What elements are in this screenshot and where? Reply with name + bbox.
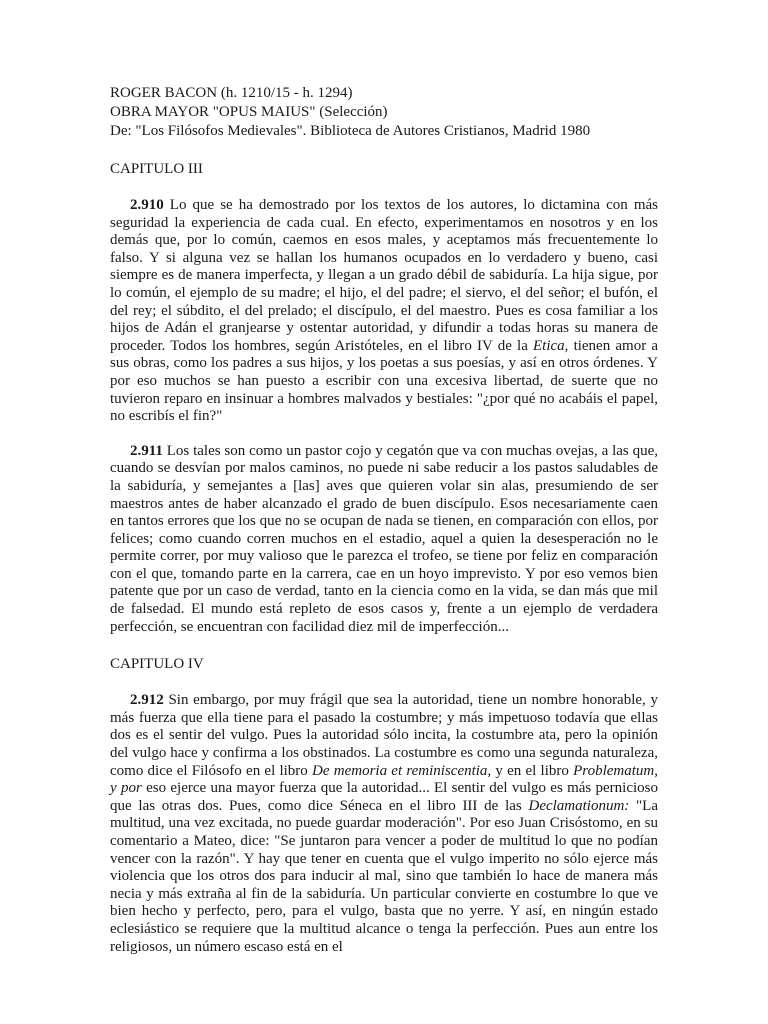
paragraph-text: , tienen amor a sus obras, como los padres a sus hijos, y los poetas a sus poesías, y así en otros órdenes. Y por eso muchos se han puesto a escribir con una excesiva libertad, de suerte que no tuvieron reparo en insinuar a hombres malvados y bestiales: "¿por qué no acabáis el papel, no escribís el fin?" (110, 337, 658, 425)
paragraph-text: eso ejerce una mayor fuerza que la autoridad... El sentir del vulgo es más pernicioso que las otras dos. Pues, como dice Séneca en el libro III de las (110, 780, 659, 814)
paragraph-2912 (110, 692, 658, 956)
work-title-line: OBRA MAYOR "OPUS MAIUS" (Selección) (110, 104, 388, 120)
paragraph-number: 2.911 (130, 442, 163, 459)
paragraph-2910 (110, 197, 658, 426)
italic-title: De memoria et reminiscentia, (312, 762, 492, 779)
paragraph-2911 (110, 443, 658, 637)
paragraph-text: Sin embargo, por muy frágil que sea la autoridad, tiene un nombre honorable, y más fuerza que ella tiene para el pasado la costumbre; y más impetuoso todavía que ellas dos es el sentir del vulgo. Pues la autoridad sólo incita, la costumbre ata, pero la opinión del vulgo hace y confirma a los obstinados. La costumbre es como una segunda naturaleza, como dice el Filósofo en el libro (110, 692, 658, 779)
paragraph-text: "La multitud, una vez excitada, no puede guardar moderación". Por eso Juan Crisóstomo, en su comentario a Mateo, dice: "Se juntaron para vencer a poder de multitud lo que no podían vencer con la razón". Y hay que tener en cuenta que el vulgo imperito no sólo ejerce más violencia que los otros dos para inducir al mal, sino que también lo hace de manera más necia y más extraña al fin de la sabiduría. Un particular convierte en costumbre lo que ve bien hecho y perfecto, pero, para el vulgo, basta que no yerre. Y así, en ningún estado eclesiástico se requiere que la multitud alcance o tenga la perfección. Pues aun entre los religiosos, un número escaso está en el (110, 797, 658, 955)
paragraph-number: 2.912 (130, 692, 164, 709)
paragraph-text: Lo que se ha demostrado por los textos de los autores, lo dictamina con más seguridad la experiencia de cada cual. En efecto, experimentamos en nosotros y en los demás que, por lo común, caemos en esos males, y aceptamos más frecuentemente lo falso. Y si alguna vez se hallan los humanos ocupados en lo verdadero y bueno, casi siempre es de manera imperfecta, y llegan a un grado débil de sabiduría. La hija sigue, por lo común, el ejemplo de su madre; el hijo, el del padre; el siervo, el del señor; el bufón, el del rey; el súbdito, el del prelado; el discípulo, el del maestro. Pues es cosa familiar a los hijos de Adán el granjearse y ostentar autoridad, y difundir a todas horas su manera de proceder. Todos los hombres, según Aristóteles, en el libro IV de la (110, 197, 658, 354)
chapter-heading-4: CAPITULO IV (110, 656, 204, 673)
author-line: ROGER BACON (h. 1210/15 - h. 1294) (110, 85, 353, 101)
source-line: De: "Los Filósofos Medievales". Biblioteca de Autores Cristianos, Madrid 1980 (110, 123, 591, 139)
italic-title: Etica (533, 337, 565, 354)
paragraph-number: 2.910 (130, 197, 164, 213)
italic-title: Problematum, y por (110, 762, 658, 797)
paragraph-text: Los tales son como un pastor cojo y cegatón que va con muchas ovejas, a las que, cuando se desvían por malos caminos, no puede ni sabe reducir a los pastos saludables de la sabiduría, y semejantes a [las] aves que quieren volar sin alas, presumiendo de ser maestros antes de haber alcanzado el grado de buen discípulo. Esos necesariamente caen en tantos errores que los que no se ocupan de nada se tienen, en comparación con ellos, por felices; como cuando corren muchos en el estadio, aquel a quien la desesperación no le permite correr, por muy valioso que le parezca el trofeo, se tiene por feliz en comparación con el que, tomando parte en la carrera, cae en un hoyo imprevisto. Y por eso vemos bien patente que por un caso de verdad, tanto en la ciencia como en la vida, se dan más que mil de falsedad. El mundo está repleto de esos casos y, frente a un ejemplo de verdadera perfección, se encuentran con facilidad diez mil de imperfección... (110, 442, 658, 635)
paragraph-text: y en el libro (491, 762, 574, 779)
document-header (110, 84, 658, 141)
italic-title: Declamationum: (528, 797, 630, 814)
chapter-heading-3: CAPITULO III (110, 161, 203, 177)
